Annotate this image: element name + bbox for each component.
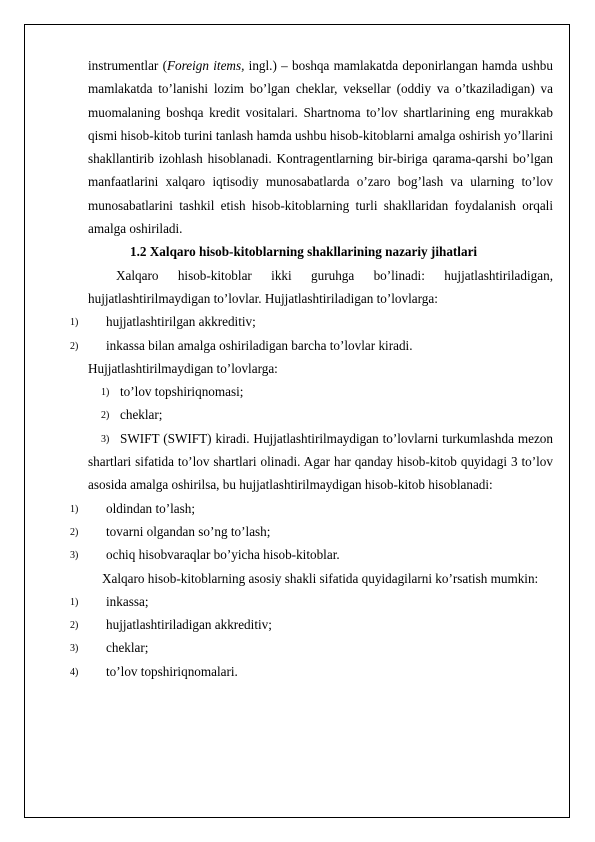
list-item [70, 590, 553, 613]
list-text: tovarni olgandan so’ng to’lash; [106, 523, 271, 539]
list-number: 2) [70, 620, 79, 632]
paragraph-main-forms: Xalqaro hisob-kitoblarning asosiy shakli sifatida quyidagilarni ko’rsatish mumkin: [102, 570, 539, 586]
document-body [70, 54, 553, 683]
list-number: 2) [70, 526, 79, 538]
list-number: 2) [101, 410, 110, 422]
list-text: cheklar; [120, 407, 163, 423]
paragraph-instruments [88, 54, 553, 240]
list-text: cheklar; [106, 640, 149, 656]
list-item [88, 380, 553, 403]
list-text: hujjatlashtiriladigan akkreditiv; [106, 617, 272, 633]
list-text: ochiq hisobvaraqlar bo’yicha hisob-kitoblar. [106, 547, 340, 563]
list-number: 4) [70, 666, 79, 678]
section-heading: 1.2 Xalqaro hisob-kitoblarning shakllarining nazariy jihatlari [130, 244, 478, 260]
italic-term: Foreign items, [166, 58, 245, 73]
list-item [70, 520, 553, 543]
list-item [70, 543, 553, 566]
list-text: oldindan to’lash; [106, 500, 196, 516]
paragraph-nondoc: Hujjatlashtirilmaydigan to’lovlarga: [88, 360, 278, 376]
list-number: 3) [101, 433, 110, 445]
list-number: 1) [70, 503, 79, 515]
list-text: to’lov topshiriqnomasi; [120, 384, 244, 400]
paragraph-groups: Xalqaro hisob-kitoblar ikki guruhga bo’linadi: hujjatlashtiriladigan, hujjatlashtirilmaydigan to’lovlar. Hujjatlashtiriladigan to’lovlarga: [88, 267, 553, 306]
list-text: inkassa; [106, 593, 149, 609]
list-number: 1) [70, 596, 79, 608]
list-item [70, 613, 553, 636]
list-number: 1) [70, 317, 79, 329]
list-text: hujjatlashtirilgan akkreditiv; [106, 314, 256, 330]
list-item-swift [88, 427, 553, 497]
paragraph-text: ingl.) – boshqa mamlakatda deponirlangan hamda ushbu mamlakatda to’lanishi lozim bo’lgan cheklar, veksellar (oddiy va o’tkaziladigan) va muomalaning boshqa kredit vositalari. Shartnoma to’lov shartlarining eng murakkab qismi hisob-kitob turini tanlash hamda ushbu hisob-kitoblarni amalga oshirish yo’llarini shakllantirib izohlash hisoblanadi. Kontragentlarning bir-biriga qarama-qarshi bo’lgan manfaatlarini xalqaro iqtisodiy munosabatlarda o’zaro bog’lash va ularning to’lov munosabatlarini tashkil etish hisob-kitoblarning turli shakllaridan foydalanish orqali amalga oshiriladi. [88, 58, 553, 237]
list-text: SWIFT (SWIFT) kiradi. Hujjatlashtirilmaydigan to’lovlarni turkumlashda mezon shartlari sifatida to’lov shartlari olinadi. Agar har qanday hisob-kitob quyidagi 3 to’lov asosida amalga oshirilsa, bu hujjatlashtirilmaydigan hisob-kitob hisoblanadi: [88, 430, 553, 493]
list-number: 3) [70, 643, 79, 655]
list-item [70, 660, 553, 683]
list-item [88, 403, 553, 426]
list-item [70, 334, 553, 357]
list-text: inkassa bilan amalga oshiriladigan barcha to’lovlar kiradi. [106, 337, 413, 353]
list-item [70, 636, 553, 659]
paragraph-text: instrumentlar ( [88, 58, 167, 73]
list-number: 3) [70, 550, 79, 562]
list-number: 1) [101, 387, 110, 399]
list-text: to’lov topshiriqnomalari. [106, 663, 238, 679]
list-number: 2) [70, 340, 79, 352]
list-item [70, 497, 553, 520]
list-item [70, 310, 553, 333]
